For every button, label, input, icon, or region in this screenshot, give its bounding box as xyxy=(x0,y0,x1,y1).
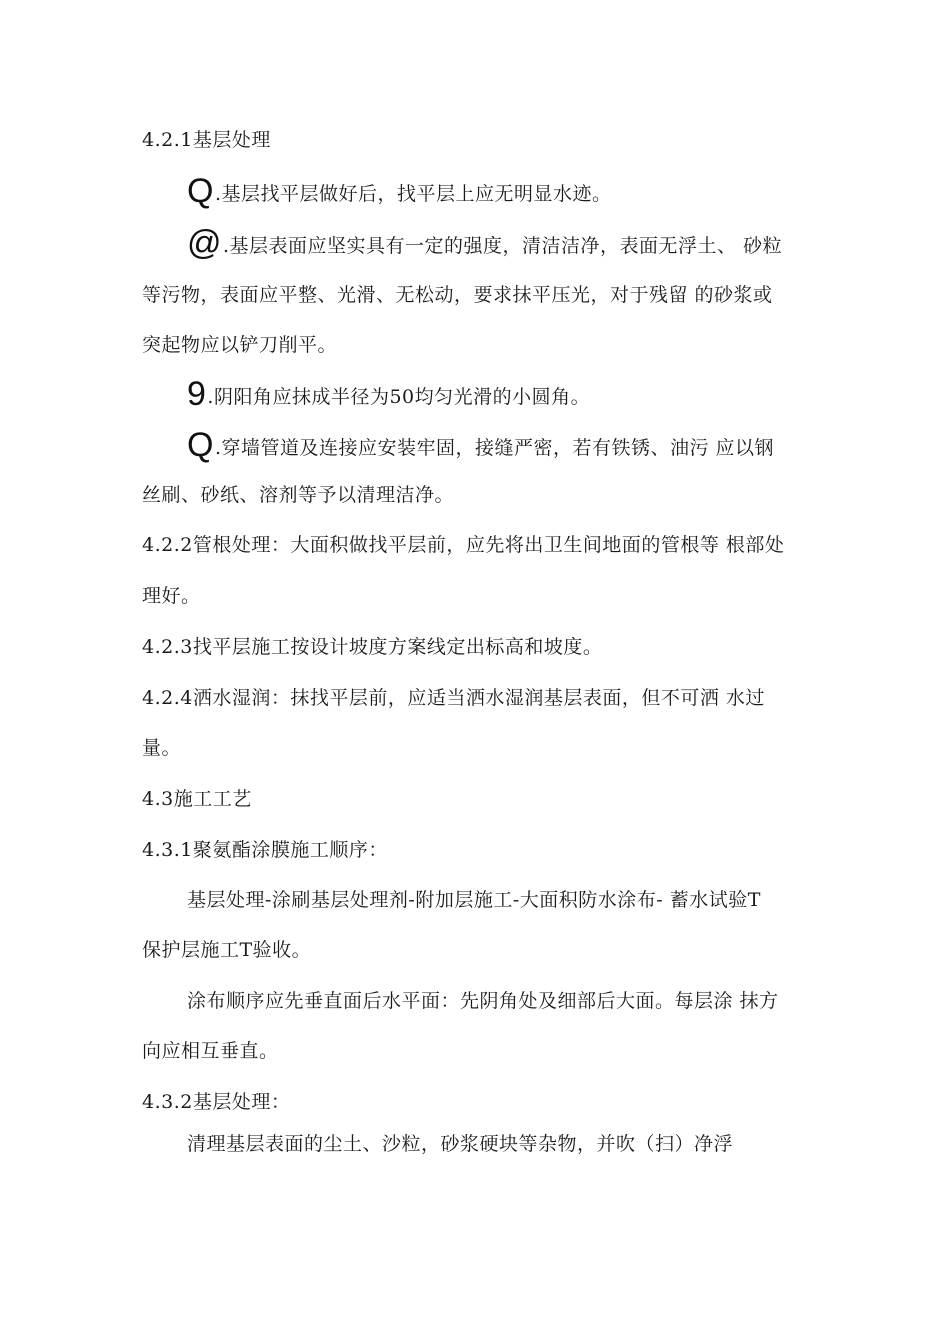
list-item-text: .基层表面应坚实具有一定的强度，清洁洁净，表面无浮土、 砂粒 xyxy=(223,235,783,257)
list-item-text: .基层找平层做好后，找平层上应无明显水迹。 xyxy=(214,183,612,205)
list-item-a xyxy=(187,172,612,210)
section-heading-4-2-4: 4.2.4洒水湿润：抹找平层前，应适当洒水湿润基层表面，但不可洒 水过 xyxy=(142,687,765,709)
paragraph-line: 理好。 xyxy=(142,585,201,607)
list-item-c xyxy=(187,375,591,413)
paragraph-line: 涂布顺序应先垂直面后水平面：先阴角处及细部后大面。每层涂 抹方 xyxy=(187,990,779,1012)
paragraph-line: 清理基层表面的尘土、沙粒，砂浆硬块等杂物，并吹（扫）净浮 xyxy=(187,1133,734,1155)
paragraph-line: 突起物应以铲刀削平。 xyxy=(142,334,338,356)
list-item-text: .穿墙管道及连接应安装牢固，接缝严密，若有铁锈、油污 应以钢 xyxy=(214,437,775,459)
list-marker: @ xyxy=(187,224,223,262)
paragraph-line: 基层处理-涂刷基层处理剂-附加层施工-大面积防水涂布- 蓄水试验T xyxy=(187,889,761,911)
paragraph-line: 量。 xyxy=(142,737,182,759)
list-item-b xyxy=(187,224,783,262)
section-heading-4-3-2: 4.3.2基层处理： xyxy=(142,1091,291,1113)
list-marker: 9 xyxy=(187,375,207,413)
section-heading-4-2-1: 4.2.1基层处理 xyxy=(142,129,271,151)
list-item-d xyxy=(187,426,775,464)
section-heading-4-3-1: 4.3.1聚氨酯涂膜施工顺序： xyxy=(142,839,388,861)
section-heading-4-2-3: 4.2.3找平层施工按设计坡度方案线定出标高和坡度。 xyxy=(142,636,603,658)
list-marker: Q xyxy=(187,172,214,210)
section-heading-4-3: 4.3施工工艺 xyxy=(142,788,252,810)
paragraph-line: 等污物，表面应平整、光滑、无松动，要求抹平压光，对于残留 的砂浆或 xyxy=(142,284,773,306)
list-item-text: .阴阳角应抹成半径为50均匀光滑的小圆角。 xyxy=(207,386,591,408)
paragraph-line: 向应相互垂直。 xyxy=(142,1040,279,1062)
list-marker: Q xyxy=(187,426,214,464)
paragraph-line: 丝刷、砂纸、溶剂等予以清理洁净。 xyxy=(142,484,455,506)
paragraph-line: 保护层施工T验收。 xyxy=(142,939,312,961)
section-heading-4-2-2: 4.2.2管根处理：大面积做找平层前，应先将出卫生间地面的管根等 根部处 xyxy=(142,534,785,556)
